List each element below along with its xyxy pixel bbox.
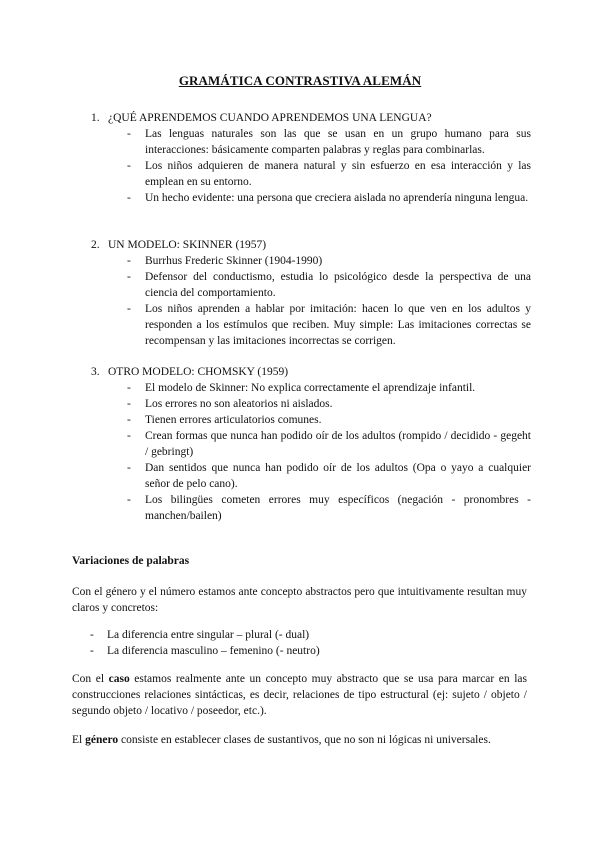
bullet-list: [72, 627, 527, 659]
section-heading: [91, 364, 531, 380]
list-item: [91, 412, 531, 428]
section-title: OTRO MODELO: CHOMSKY (1959): [108, 366, 289, 378]
list-item: [91, 158, 531, 190]
dash-bullet: -: [90, 629, 94, 641]
dash-bullet: -: [127, 414, 131, 426]
section-title: ¿QUÉ APRENDEMOS CUANDO APRENDEMOS UNA LENGUA?: [108, 112, 432, 124]
section-number: 3.: [91, 366, 100, 378]
section-number: 2.: [91, 239, 100, 251]
genero-paragraph: [72, 732, 527, 748]
caso-paragraph: [72, 671, 527, 719]
bullet-list: [91, 380, 531, 524]
list-item: [91, 253, 531, 269]
dash-bullet: -: [127, 303, 131, 315]
list-item: [91, 428, 531, 460]
subsection-title: Variaciones de palabras: [72, 555, 190, 567]
list-item-text: Defensor del conductismo, estudia lo psicológico desde la perspectiva de una ciencia del comportamiento.: [145, 271, 531, 299]
section-2: [91, 237, 531, 349]
bullet-list: [91, 126, 531, 206]
dash-bullet: -: [127, 271, 131, 283]
list-item-text: La diferencia entre singular – plural (- dual): [107, 629, 310, 641]
caso-text-post: estamos realmente ante un concepto muy abstracto que se usa para marcar en las construcciones relaciones sintácticas, es decir, relaciones de tipo estructural (ej: sujeto / objeto / segundo objeto / locativo / poseedor, etc.).: [72, 673, 527, 717]
list-item: [91, 269, 531, 301]
list-item-text: Crean formas que nunca han podido oír de los adultos (rompido / decidido - gegeht / gebringt): [145, 430, 531, 458]
bullet-list: [91, 253, 531, 349]
dash-bullet: -: [127, 494, 131, 506]
dash-bullet: -: [127, 192, 131, 204]
section-3: [91, 364, 531, 524]
dash-bullet: -: [127, 255, 131, 267]
list-item: [91, 396, 531, 412]
list-item: [91, 126, 531, 158]
intro-paragraph: Con el género y el número estamos ante concepto abstractos pero que intuitivamente resultan muy claros y concretos:: [72, 586, 527, 614]
dash-bullet: -: [127, 462, 131, 474]
genero-text-post: consiste en establecer clases de sustantivos, que no son ni lógicas ni universales.: [118, 734, 491, 746]
section-title: UN MODELO: SKINNER (1957): [108, 239, 267, 251]
dash-bullet: -: [127, 430, 131, 442]
list-item: [91, 301, 531, 349]
list-item-text: Las lenguas naturales son las que se usan en un grupo humano para sus interacciones: básicamente comparten palabras y reglas para combinarlas.: [145, 128, 531, 156]
list-item-text: La diferencia masculino – femenino (- neutro): [107, 645, 320, 657]
list-item: [91, 190, 531, 206]
caso-text-pre: Con el: [72, 673, 109, 685]
genero-term: género: [85, 734, 119, 746]
list-item-text: Burrhus Frederic Skinner (1904-1990): [145, 255, 323, 267]
list-item-text: Un hecho evidente: una persona que creciera aislada no aprendería ninguna lengua.: [145, 192, 529, 204]
dash-bullet: -: [90, 645, 94, 657]
dash-bullet: -: [127, 382, 131, 394]
caso-term: caso: [108, 673, 130, 685]
list-item-text: El modelo de Skinner: No explica correctamente el aprendizaje infantil.: [145, 382, 476, 394]
list-item: [72, 643, 527, 659]
document-title: GRAMÁTICA CONTRASTIVA ALEMÁN: [178, 73, 422, 88]
list-item: [91, 460, 531, 492]
list-item-text: Dan sentidos que nunca han podido oír de los adultos (Opa o yayo a cualquier señor de pelo cano).: [145, 462, 531, 490]
list-item-text: Los errores no son aleatorios ni aislados.: [145, 398, 333, 410]
list-item: [72, 627, 527, 643]
list-item-text: Los niños aprenden a hablar por imitación: hacen lo que ven en los adultos y responden a los estímulos que reciben. Muy simple: Las imitaciones correctas se recompensan y las imitaciones incorrectas se corrigen.: [145, 303, 531, 347]
list-item-text: Los bilingües cometen errores muy específicos (negación - pronombres - manchen/bailen): [145, 494, 531, 522]
section-heading: [91, 110, 531, 126]
list-item-text: Tienen errores articulatorios comunes.: [145, 414, 322, 426]
genero-text-pre: El: [72, 734, 86, 746]
dash-bullet: -: [127, 160, 131, 172]
section-1: [91, 110, 531, 206]
dash-bullet: -: [127, 398, 131, 410]
section-number: 1.: [91, 112, 100, 124]
list-item: [91, 380, 531, 396]
list-item: [91, 492, 531, 524]
list-item-text: Los niños adquieren de manera natural y sin esfuerzo en esa interacción y las emplean en su entorno.: [145, 160, 531, 188]
section-heading: [91, 237, 531, 253]
dash-bullet: -: [127, 128, 131, 140]
